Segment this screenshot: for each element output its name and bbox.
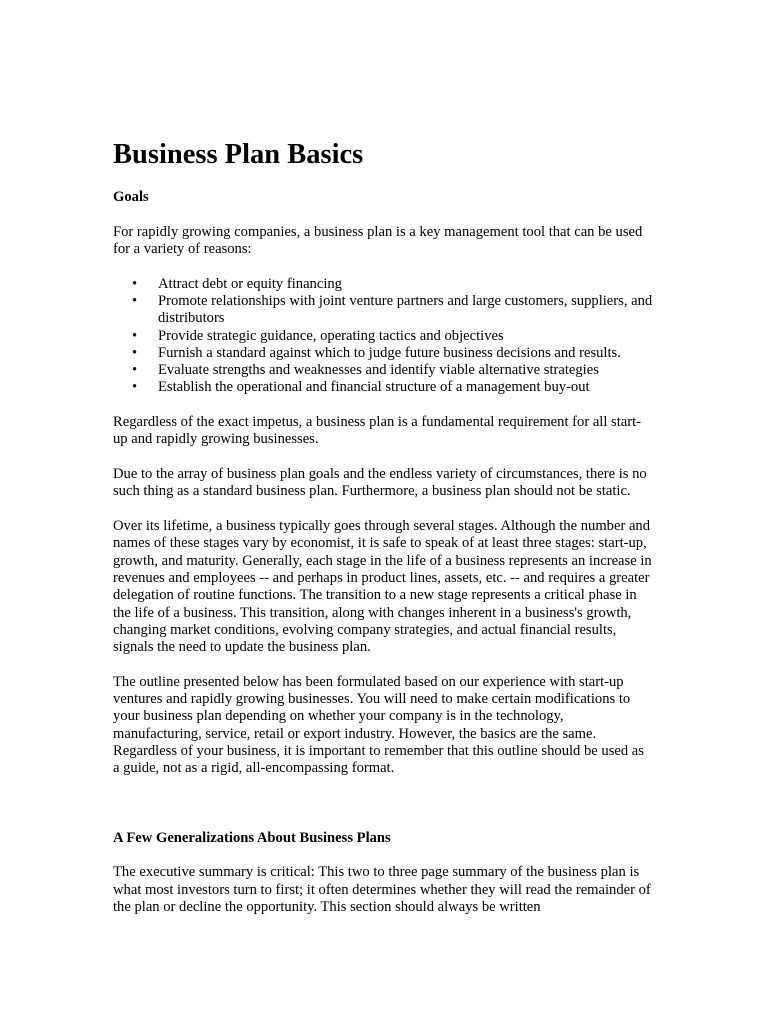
document-page xyxy=(113,138,653,916)
reasons-list xyxy=(113,276,653,397)
goals-heading: Goals xyxy=(113,189,149,205)
goals-intro-paragraph: For rapidly growing companies, a business plan is a key management tool that can be used for a variety of reasons: xyxy=(113,223,643,257)
list-item: • Attract debt or equity financing xyxy=(158,276,653,293)
generalizations-heading: A Few Generalizations About Business Plans xyxy=(113,829,391,846)
standard-plan-paragraph: Due to the array of business plan goals and the endless variety of circumstances, there is no such thing as a standard business plan. Furthermore, a business plan should not be static. xyxy=(113,466,647,500)
list-item: • Provide strategic guidance, operating tactics and objectives xyxy=(158,328,653,345)
list-item: • Evaluate strengths and weaknesses and identify viable alternative strategies xyxy=(158,362,653,379)
list-item: • Establish the operational and financial structure of a management buy-out xyxy=(158,379,653,396)
business-stages-paragraph: Over its lifetime, a business typically goes through several stages. Although the number and names of these stages vary by economist, it is safe to speak of at least three stages: start-up, growth, and maturity. Generally, each stage in the life of a business represents an increase in revenues and employees -- and perhaps in product lines, assets, etc. -- and requires a greater delegation of routine functions. The transition to a new stage represents a critical phase in the life of a business. This transition, along with changes inherent in a business's growth, changing market conditions, evolving company strategies, and actual financial results, signals the need to update the business plan. xyxy=(113,518,652,656)
impetus-paragraph: Regardless of the exact impetus, a business plan is a fundamental requirement for all start-up and rapidly growing businesses. xyxy=(113,414,642,448)
page-title: Business Plan Basics xyxy=(113,139,364,170)
list-item: • Furnish a standard against which to judge future business decisions and results. xyxy=(158,345,653,362)
list-item: • Promote relationships with joint venture partners and large customers, suppliers, and distributors xyxy=(158,293,653,328)
executive-summary-paragraph: The executive summary is critical: This two to three page summary of the business plan is what most investors turn to first; it often determines whether they will read the remainder of the plan or decline the opportunity. This section should always be written xyxy=(113,864,651,915)
outline-paragraph: The outline presented below has been formulated based on our experience with start-up ventures and rapidly growing businesses. You will need to make certain modifications to your business plan depending on whether your company is in the technology, manufacturing, service, retail or export industry. However, the basics are the same. Regardless of your business, it is important to remember that this outline should be used as a guide, not as a rigid, all-encompassing format. xyxy=(113,673,644,777)
